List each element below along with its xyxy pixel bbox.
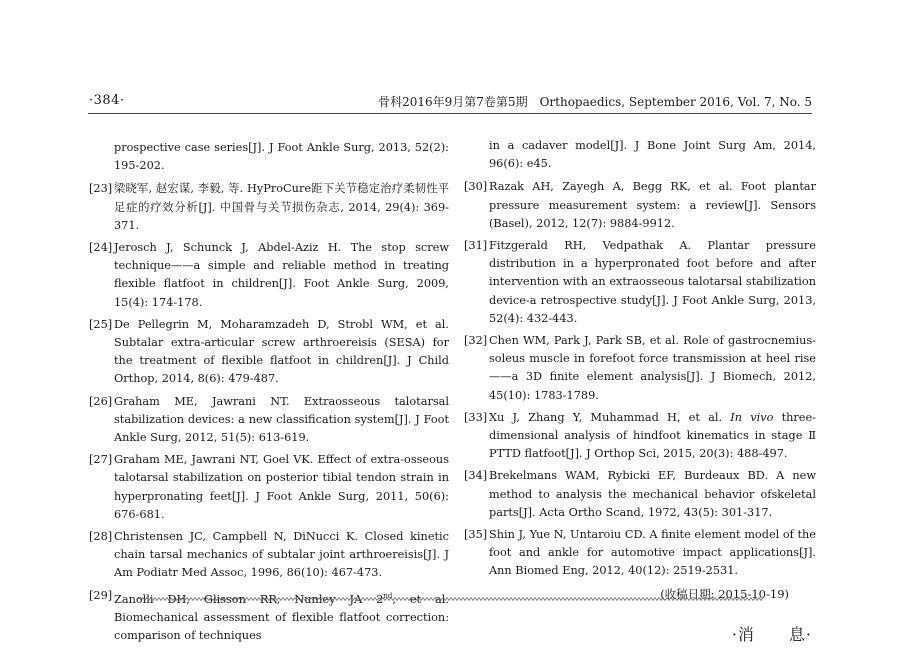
reference-26 <box>89 393 449 448</box>
reference-32 <box>464 332 816 405</box>
reference-text: 梁晓军, 赵宏谋, 李毅, 等. HyProCure距下关节稳定治疗柔韧性平足症的疗效分析[J]. 中国骨与关节损伤杂志, 2014, 29(4): 369-371. <box>114 182 449 232</box>
reference-number: [31] <box>464 239 488 253</box>
italic-term: In vivo <box>730 410 774 424</box>
reference-30 <box>464 178 816 233</box>
section-label-right: 息· <box>788 625 812 644</box>
reference-number: [29] <box>89 588 113 602</box>
reference-number: [28] <box>89 530 113 544</box>
page-number: ·384· <box>89 93 125 108</box>
section-label <box>732 622 812 645</box>
reference-text: Chen WM, Park J, Park SB, et al. Role of gastrocnemius-soleus muscle in forefoot force transmission at heel rise——a 3D finite element analysis[J]. J Biomech, 2012, 45(10): 1783-1789. <box>489 334 816 402</box>
reference-text: Graham ME, Jawrani NT, Goel VK. Effect of extra-osseous talotarsal stabilization on posterior tibial tendon strain in hyperpronating feet[J]. J Foot Ankle Surg, 2011, 50(6): 676-681. <box>114 453 449 521</box>
reference-text: Jerosch J, Schunck J, Abdel-Aziz H. The stop screw technique——a simple and reliable method in treating flexible flatfoot in children[J]. Foot Ankle Surg, 2009, 15(4): 174-178. <box>114 241 449 309</box>
reference-number: [24] <box>89 241 113 255</box>
reference-number: [27] <box>89 453 113 467</box>
reference-23 <box>89 180 449 235</box>
received-date: (收稿日期: 2015-10-19) <box>660 586 789 601</box>
reference-31 <box>464 237 816 328</box>
reference-text: Xu J, Zhang Y, Muhammad H, et al. <box>489 410 731 424</box>
wavy-divider <box>138 595 763 603</box>
reference-27 <box>89 451 449 524</box>
reference-number: [30] <box>464 180 488 194</box>
reference-28 <box>89 528 449 583</box>
reference-text: Razak AH, Zayegh A, Begg RK, et al. Foot plantar pressure measurement system: a review[J]. Sensors (Basel), 2012, 12(7): 9884-9912. <box>489 180 816 230</box>
reference-continuation: in a cadaver model[J]. J Bone Joint Surg Am, 2014, 96(6): e45. <box>489 139 816 171</box>
superscript: nd <box>383 591 393 600</box>
reference-text: De Pellegrin M, Moharamzadeh D, Strobl WM, et al. Subtalar extra-articular screw arthroereisis (SESA) for the treatment of flexible flatfoot in children[J]. J Child Orthop, 2014, 8(6): 479-487. <box>114 317 449 386</box>
reference-number: [23] <box>89 182 113 196</box>
reference-number: [33] <box>464 410 488 424</box>
reference-24 <box>89 239 449 312</box>
reference-text: Brekelmans WAM, Rybicki EF, Burdeaux BD. A new method to analysis the mechanical behavior ofskeletal parts[J]. Acta Ortho Scand, 1972, 43(5): 301-317. <box>489 469 816 519</box>
left-column <box>89 139 449 649</box>
reference-number: [26] <box>89 394 113 408</box>
right-column <box>464 137 816 603</box>
reference-35 <box>464 526 816 581</box>
reference-text-cont: , et al. Biomechanical assessment of flexible flatfoot correction: comparison of techniques <box>114 592 449 642</box>
reference-text: Shin J, Yue N, Untaroiu CD. A finite element model of the foot and ankle for automotive impact applications[J]. Ann Biomed Eng, 2012, 40(12): 2519-2531. <box>489 528 816 578</box>
reference-text: Zanolli DH, Glisson RR, Nunley JA 2 <box>114 592 384 606</box>
reference-continuation: prospective case series[J]. J Foot Ankle Surg, 2013, 52(2): 195-202. <box>114 141 449 173</box>
reference-text-cont: three-dimensional analysis of hindfoot kinematics in stage Ⅱ PTTD flatfoot[J]. J Orthop Sci, 2015, 20(3): 488-497. <box>489 410 816 461</box>
reference-text: Graham ME, Jawrani NT. Extraosseous talotarsal stabilization devices: a new classification system[J]. J Foot Ankle Surg, 2012, 51(5): 613-619. <box>114 394 449 445</box>
reference-text: Fitzgerald RH, Vedpathak A. Plantar pressure distribution in a hyperpronated foot before and after intervention with an extraosseous talotarsal stabilization device-a retrospective study[J]. J Foot Ankle Surg, 2013, 52(4): 432-443. <box>489 239 816 325</box>
journal-header: 骨科2016年9月第7卷第5期 Orthopaedics, September 2016, Vol. 7, No. 5 <box>378 95 812 109</box>
header-rule <box>88 113 812 114</box>
reference-number: [35] <box>464 528 488 542</box>
reference-34 <box>464 467 816 522</box>
reference-number: [32] <box>464 334 488 348</box>
reference-text: Christensen JC, Campbell N, DiNucci K. Closed kinetic chain tarsal mechanics of subtalar joint arthroereisis[J]. J Am Podiatr Med Assoc, 1996, 86(10): 467-473. <box>114 530 449 580</box>
reference-33 <box>464 409 816 464</box>
reference-number: [25] <box>89 317 113 331</box>
reference-number: [34] <box>464 469 488 483</box>
reference-25 <box>89 316 449 389</box>
section-label-left: ·消 <box>731 625 755 644</box>
